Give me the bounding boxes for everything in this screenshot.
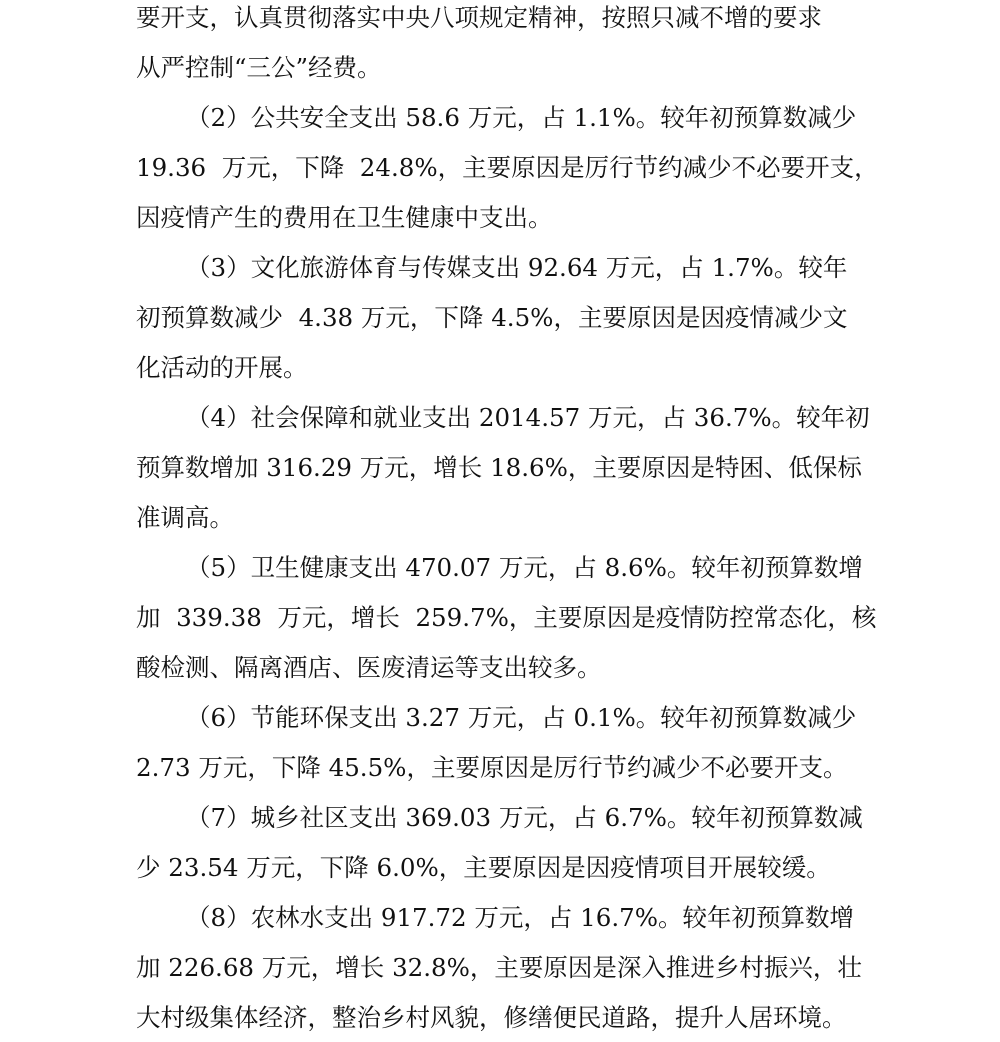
text-line: 大村级集体经济，整治乡村风貌，修缮便民道路，提升人居环境。 bbox=[136, 1003, 847, 1032]
text-line: 预算数增加 316.29 万元，增长 18.6%，主要原因是特困、低保标 bbox=[136, 453, 862, 482]
text-line: 因疫情产生的费用在卫生健康中支出。 bbox=[136, 203, 553, 232]
text-line: （5）卫生健康支出 470.07 万元，占 8.6%。较年初预算数增 bbox=[186, 553, 863, 582]
text-line: （8）农林水支出 917.72 万元，占 16.7%。较年初预算数增 bbox=[186, 903, 855, 932]
text-line: （7）城乡社区支出 369.03 万元，占 6.7%。较年初预算数减 bbox=[186, 803, 863, 832]
text-line: （4）社会保障和就业支出 2014.57 万元，占 36.7%。较年初 bbox=[186, 403, 870, 432]
text-line: 2.73 万元，下降 45.5%，主要原因是厉行节约减少不必要开支。 bbox=[136, 753, 848, 782]
text-line: 加 339.38 万元，增长 259.7%，主要原因是疫情防控常态化，核 bbox=[136, 603, 877, 632]
text-line: （2）公共安全支出 58.6 万元，占 1.1%。较年初预算数减少 bbox=[186, 103, 857, 132]
text-line: （3）文化旅游体育与传媒支出 92.64 万元，占 1.7%。较年 bbox=[186, 253, 848, 282]
text-line: （6）节能环保支出 3.27 万元，占 0.1%。较年初预算数减少 bbox=[186, 703, 857, 732]
text-line: 从严控制“三公”经费。 bbox=[136, 53, 382, 82]
text-line: 化活动的开展。 bbox=[136, 353, 308, 382]
text-line: 19.36 万元，下降 24.8%，主要原因是厉行节约减少不必要开支， bbox=[136, 153, 879, 182]
text-line: 少 23.54 万元，下降 6.0%，主要原因是因疫情项目开展较缓。 bbox=[136, 853, 831, 882]
text-line: 酸检测、隔离酒店、医废清运等支出较多。 bbox=[136, 653, 602, 682]
text-line: 初预算数减少 4.38 万元，下降 4.5%，主要原因是因疫情减少文 bbox=[136, 303, 848, 332]
text-line: 要开支，认真贯彻落实中央八项规定精神，按照只减不增的要求 bbox=[136, 3, 822, 32]
text-line: 加 226.68 万元，增长 32.8%，主要原因是深入推进乡村振兴，壮 bbox=[136, 953, 862, 982]
text-line: 准调高。 bbox=[136, 503, 234, 532]
